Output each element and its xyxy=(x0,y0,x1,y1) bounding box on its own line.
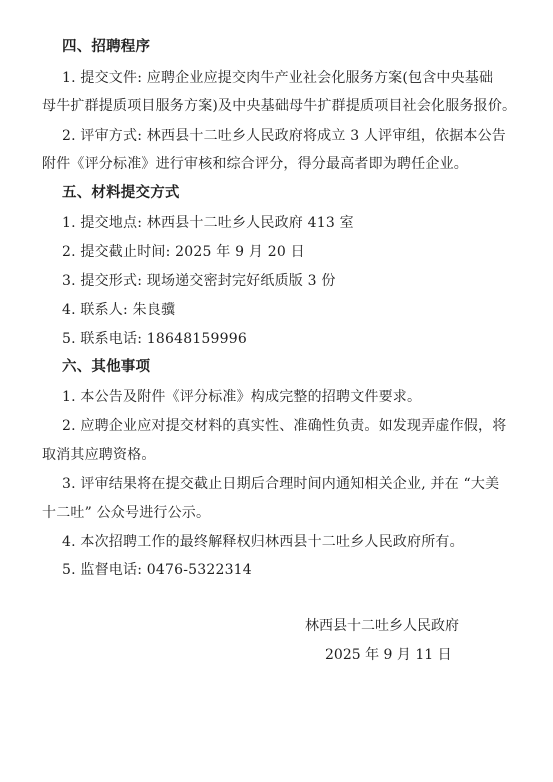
list-item: 4. 联系人: 朱良骥 xyxy=(62,302,176,318)
paragraph-line: 2. 应聘企业应对提交材料的真实性、准确性负责。如发现弄虚作假，将 xyxy=(62,418,507,434)
paragraph-line: 3. 评审结果将在提交截止日期后合理时间内通知相关企业, 并在 “大美 xyxy=(62,476,500,492)
section-heading-other-matters: 六、其他事项 xyxy=(62,359,151,375)
paragraph-line: 2. 评审方式: 林西县十二吐乡人民政府将成立 3 人评审组，依据本公告 xyxy=(62,128,506,144)
paragraph-line: 十二吐” 公众号进行公示。 xyxy=(42,505,211,521)
paragraph-line: 取消其应聘资格。 xyxy=(42,447,156,463)
paragraph-line: 附件《评分标准》进行审核和综合评分，得分最高者即为聘任企业。 xyxy=(42,156,468,172)
list-item: 3. 提交形式: 现场递交密封完好纸质版 3 份 xyxy=(62,273,336,289)
list-item: 4. 本次招聘工作的最终解释权归林西县十二吐乡人民政府所有。 xyxy=(62,534,464,550)
list-item: 5. 监督电话: 0476-5322314 xyxy=(62,562,252,578)
list-item: 2. 提交截止时间: 2025 年 9 月 20 日 xyxy=(62,244,305,260)
section-heading-recruitment-procedure: 四、招聘程序 xyxy=(62,39,151,55)
section-heading-material-submission: 五、材料提交方式 xyxy=(62,185,180,201)
list-item: 5. 联系电话: 18648159996 xyxy=(62,331,247,347)
signature-organization: 林西县十二吐乡人民政府 xyxy=(305,618,459,634)
list-item: 1. 提交地点: 林西县十二吐乡人民政府 413 室 xyxy=(62,215,354,231)
signature-date: 2025 年 9 月 11 日 xyxy=(325,647,452,663)
paragraph-line: 母牛扩群提质项目服务方案)及中央基础母牛扩群提质项目社会化服务报价。 xyxy=(42,98,517,114)
paragraph-line: 1. 提交文件: 应聘企业应提交肉牛产业社会化服务方案(包含中央基础 xyxy=(62,70,494,86)
list-item: 1. 本公告及附件《评分标准》构成完整的招聘文件要求。 xyxy=(62,389,422,405)
